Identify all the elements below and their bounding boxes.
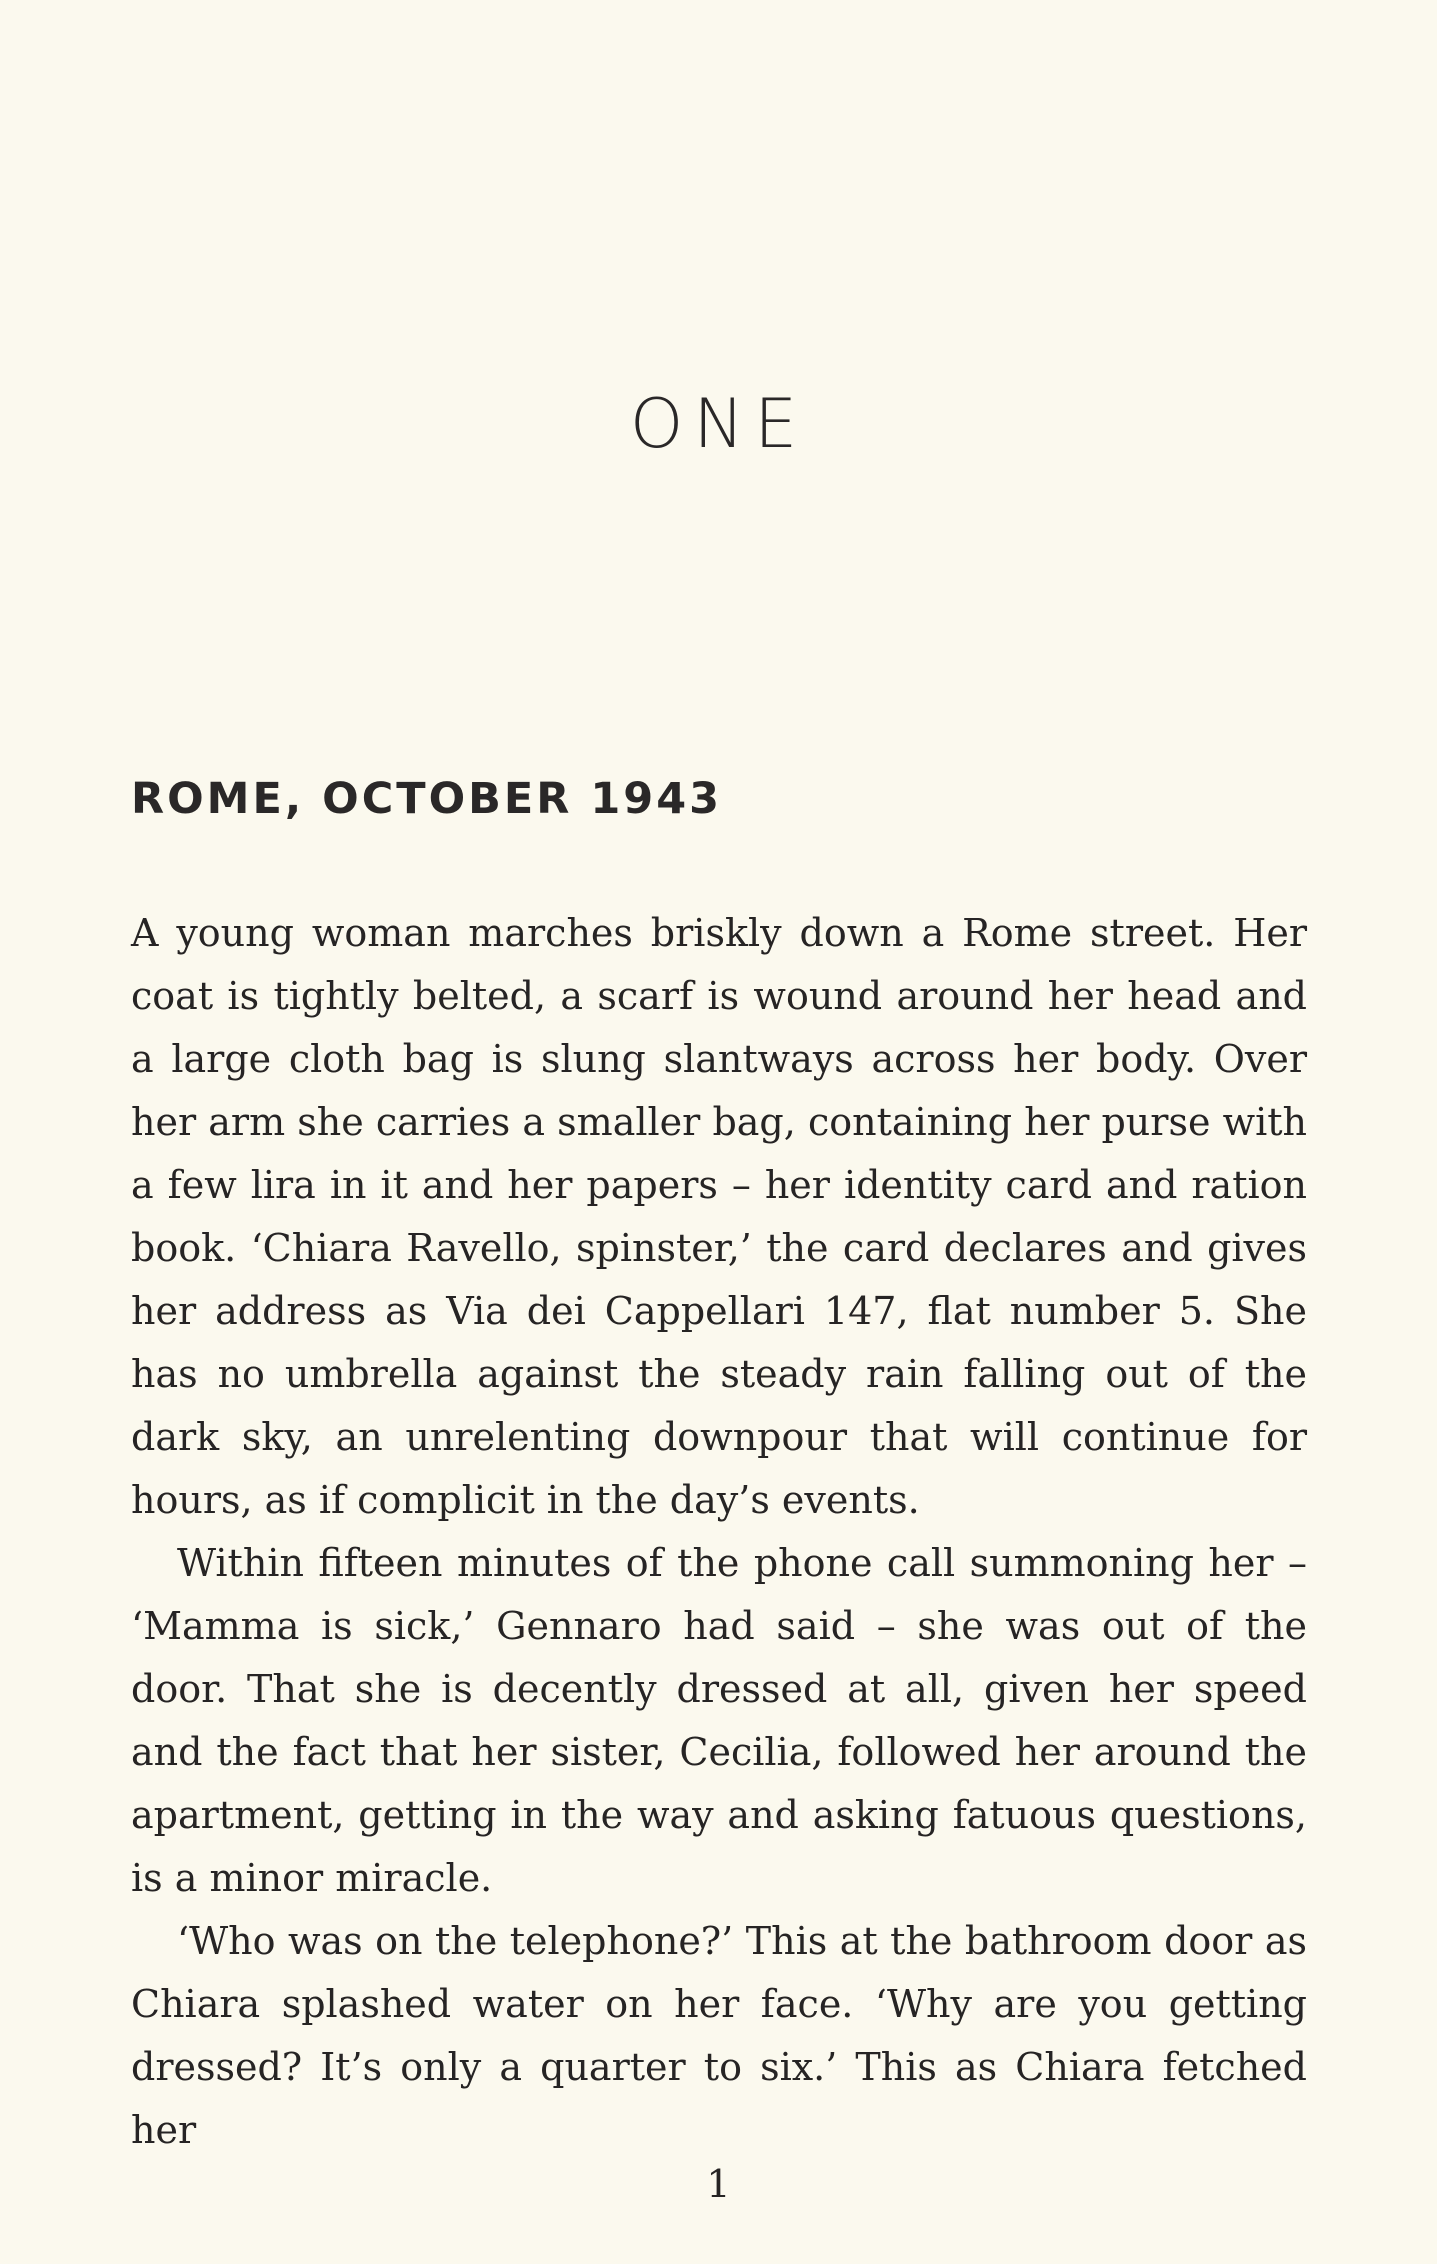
page-number: 1 [706, 2162, 731, 2206]
paragraph: A young woman marches briskly down a Rome street. Her coat is tightly belted, a scarf is wound around her head and a large cloth bag is slung slantways across her body. Over her arm she carries a smaller bag, containing her purse with a few lira in it and her papers – her identity card and ration book. ‘Chiara Ravello, spinster,’ the card declares and gives her address as Via dei Cappellari 147, flat number 5. She has no umbrella against the steady rain falling out of the dark sky, an unrelenting downpour that will continue for hours, as if complicit in the day’s events. [131, 911, 1307, 1522]
body-text [131, 902, 1307, 2162]
paragraph: Within fifteen minutes of the phone call summoning her – ‘Mamma is sick,’ Gennaro had said – she was out of the door. That she is decently dressed at all, given her speed and the fact that her sister, Cecilia, followed her around the apartment, getting in the way and asking fatuous questions, is a minor miracle. [131, 1541, 1307, 1900]
dateline: ROME, OCTOBER 1943 [131, 774, 723, 824]
paragraph: ‘Who was on the telephone?’ This at the bathroom door as Chiara splashed water on her face. ‘Why are you getting dressed? It’s only a quarter to six.’ This as Chiara fetched her [131, 1919, 1307, 2152]
chapter-title: ONE [629, 385, 808, 464]
